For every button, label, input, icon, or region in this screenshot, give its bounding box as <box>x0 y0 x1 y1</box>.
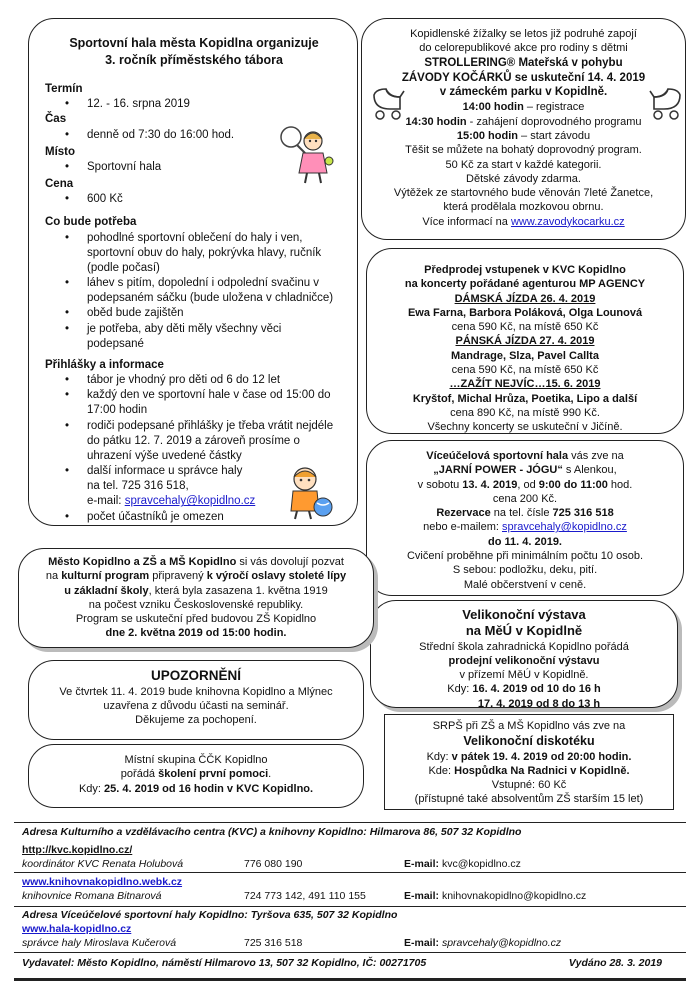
disco-when-label: Kdy: <box>426 750 452 763</box>
lipa-prepared: připravený <box>149 570 207 583</box>
notice-line: Děkujeme za pochopení. <box>135 714 257 727</box>
camp-email-link[interactable]: spravcehaly@kopidlno.cz <box>124 495 256 508</box>
ball-boy-clipart <box>279 465 337 521</box>
footer-library <box>22 876 662 904</box>
lipa-na: na <box>45 570 62 583</box>
firstaid-org: Místní skupina ČČK Kopidlno <box>124 754 268 766</box>
yoga-price: cena 200 Kč. <box>492 492 558 505</box>
stroller-more-label: Více informací na <box>422 215 511 228</box>
yoga-refresh: Malé občerstvení v ceně. <box>463 578 587 591</box>
easter-box <box>370 600 678 708</box>
disco-invite: SRPŠ při ZŠ a MŠ Kopidlno vás zve na <box>432 720 626 732</box>
notice-line: uzavřena z důvodu účasti na seminář. <box>103 699 289 712</box>
camp-termin-label: Termín <box>45 83 83 95</box>
camp-cas-label: Čas <box>45 113 67 126</box>
library-person: knihovnice Romana Bitnarová <box>22 889 162 902</box>
disco-where: Hospůdka Na Radnici v Kopidlně. <box>454 764 630 777</box>
yoga-min: Cvičení proběhne při minimálním počtu 10 osob. <box>406 550 643 563</box>
footer-hall <box>22 909 662 951</box>
camp-cena-label: Cena <box>45 178 74 191</box>
camp-termin-value: • 12. - 16. srpna 2019 <box>65 97 343 112</box>
lipa-school: u základní školy <box>64 584 149 597</box>
camp-prihlasky-item: • rodiči podepsané přihlášky je třeba vrátit nejdéle do pátku 12. 7. 2019 a zároveň prosíme o uhrazení výše uvedené částky <box>65 419 337 465</box>
camp-misto-label: Místo <box>45 145 76 158</box>
concert-title: PÁNSKÁ JÍZDA 27. 4. 2019 <box>455 335 595 348</box>
camp-misto-value: • Sportovní hala <box>65 160 343 175</box>
library-phone: 724 773 142, 491 110 155 <box>244 889 366 902</box>
footer-kvc <box>22 826 662 872</box>
yoga-time: 9:00 do 11:00 <box>538 478 608 491</box>
easter-subtitle: na MěÚ v Kopidlně <box>465 623 583 639</box>
camp-potreba-item: • oběd bude zajištěn <box>65 306 335 321</box>
concert-artists: Mandrage, Slza, Pavel Callta <box>451 349 599 362</box>
disco-where-label: Kde: <box>428 764 455 777</box>
footer-rule <box>14 952 686 953</box>
concert-price: cena 590 Kč, na místě 650 Kč <box>451 321 599 334</box>
kvc-phone: 776 080 190 <box>244 857 303 870</box>
tennis-girl-clipart <box>277 123 335 187</box>
firstaid-organizes: pořádá <box>120 768 159 781</box>
concerts-heading: Předprodej vstupenek v KVC Kopidlno <box>424 264 626 276</box>
notice-box <box>28 660 364 740</box>
disco-title: Velikonoční diskotéku <box>463 734 595 749</box>
kvc-email[interactable]: kvc@kopidlno.cz <box>441 857 521 870</box>
firstaid-when: 25. 4. 2019 od 16 hodin v KVC Kopidlno. <box>104 782 314 795</box>
lipa-box <box>18 548 374 648</box>
disco-when: v pátek 19. 4. 2019 od 20:00 hodin. <box>451 750 632 763</box>
yoga-email-link[interactable]: spravcehaly@kopidlno.cz <box>501 521 627 534</box>
disco-note: (přístupné také absolventům ZŠ starším 15 let) <box>414 793 644 806</box>
camp-prihlasky-item: • každý den ve sportovní hale v čase od 15:00 do 17:00 hodin <box>65 388 337 418</box>
footer-rule <box>14 872 686 873</box>
yoga-date: 13. 4. 2019 <box>462 478 518 491</box>
stroller-line: která prodělala mozkovou obrnu. <box>443 201 604 214</box>
footer-rule <box>14 906 686 907</box>
firstaid-dot: . <box>268 768 272 781</box>
notice-line: Ve čtvrtek 11. 4. 2019 bude knihovna Kopidlno a Mlýnec <box>59 685 333 698</box>
concert-title: …ZAŽÍT NEJVÍC…15. 6. 2019 <box>449 378 601 391</box>
lipa-planted: , která byla zasazena 1. května 1919 <box>148 584 328 597</box>
concert-price: cena 890 Kč, na místě 990 Kč. <box>450 406 600 419</box>
easter-line: v přízemí MěÚ v Kopidlně. <box>459 669 589 682</box>
lipa-date: dne 2. května 2019 od 15:00 hodin. <box>105 627 287 640</box>
lipa-hosts: Město Kopidlno a ZŠ a MŠ Kopidlno <box>48 556 237 568</box>
library-email[interactable]: knihovnakopidlno@kopidlno.cz <box>441 889 587 902</box>
easter-date2: 17. 4. 2019 od 8 do 13 h <box>477 697 601 710</box>
camp-potreba-label: Co bude potřeba <box>45 216 137 229</box>
lipa-anniversary: k výročí oslavy stoleté lípy <box>206 570 347 583</box>
kvc-email-label: E-mail: <box>404 857 440 870</box>
easter-date1: 16. 4. 2019 od 10 do 16 h <box>472 683 601 696</box>
camp-info-text: • další informace u správce haly <box>87 465 243 478</box>
camp-prihlasky-item: • tábor je vhodný pro děti od 6 do 12 let <box>65 373 337 388</box>
library-email-label: E-mail: <box>404 889 440 902</box>
yoga-from: , od <box>517 478 539 491</box>
stroller-time2-desc: - zahájení doprovodného programu <box>466 115 642 128</box>
hall-email[interactable]: spravcehaly@kopidlno.cz <box>441 936 562 949</box>
easter-when-label: Kdy: <box>447 683 473 696</box>
concerts-footer: Všechny koncerty se uskuteční v Jičíně. <box>427 421 623 434</box>
hall-email-label: E-mail: <box>404 936 440 949</box>
camp-potreba-item: • láhev s pitím, dopolední i odpolední svačinu v podepsaném sáčku (bude uložena v chladničce) <box>65 276 335 306</box>
camp-title-line1: Sportovní hala města Kopidlna organizuje <box>69 36 319 50</box>
hall-person: správce haly Miroslava Kučerová <box>22 936 177 949</box>
issue-date: Vydáno 28. 3. 2019 <box>568 957 662 969</box>
yoga-title: „JARNÍ POWER - JÓGU“ <box>433 464 563 477</box>
footer-top-rule <box>14 822 686 823</box>
lipa-line: Program se uskuteční před budovou ZŠ Kopidlno <box>75 613 317 626</box>
kvc-address: Adresa Kulturního a vzdělávacího centra (KVC) a knihovny Kopidlno: Hilmarova 86, 507 32 Kopidlno <box>22 826 522 838</box>
yoga-hod: hod. <box>607 478 633 491</box>
camp-potreba-item: • je potřeba, aby děti měly všechny věci podepsané <box>65 322 335 352</box>
stroller-time3-desc: – start závodu <box>517 130 591 142</box>
camp-prihlasky-label: Přihlášky a informace <box>45 358 164 371</box>
hall-address: Adresa Víceúčelové sportovní haly Kopidlno: Tyršova 635, 507 32 Kopidlno <box>22 909 398 921</box>
hall-phone: 725 316 518 <box>244 936 303 949</box>
disco-box <box>384 714 674 810</box>
hall-url[interactable]: www.hala-kopidlno.cz <box>22 922 132 935</box>
pram-icon <box>648 85 684 121</box>
stroller-line: do celorepublikové akce pro rodiny s dětmi <box>419 42 628 55</box>
notice-title: UPOZORNĚNÍ <box>150 668 241 683</box>
stroller-venue: v zámeckém parku v Kopidlně. <box>439 86 608 99</box>
easter-title: Velikonoční výstava <box>462 607 586 622</box>
camp-cena-value: • 600 Kč <box>65 192 343 207</box>
yoga-box <box>366 440 684 596</box>
yoga-with: s Alenkou, <box>562 464 617 477</box>
stroller-race: ZÁVODY KOČÁRKŮ se uskuteční 14. 4. 2019 <box>401 71 646 84</box>
stroller-time1-desc: – registrace <box>523 101 585 114</box>
stroller-box <box>361 18 686 240</box>
publisher: Vydavatel: Město Kopidlno, náměstí Hilmarovo 13, 507 32 Kopidlno, IČ: 00271705 <box>22 957 427 969</box>
footer-bottom-rule <box>14 978 686 981</box>
lipa-program: kulturní program <box>61 570 150 583</box>
stroller-line: Těšit se můžete na bohatý doprovodný program. <box>405 144 642 157</box>
camp-info-tel: na tel. 725 316 518, <box>87 480 189 493</box>
stroller-time1: 14:00 hodin <box>462 101 524 114</box>
yoga-tel-label: na tel. čísle <box>490 507 553 520</box>
easter-line: prodejní velikonoční výstavu <box>448 654 600 667</box>
concert-artists: Ewa Farna, Barbora Poláková, Olga Lounová <box>407 306 643 319</box>
stroller-link[interactable]: www.zavodykocarku.cz <box>510 215 625 228</box>
pram-icon <box>370 85 406 121</box>
concert-price: cena 590 Kč, na místě 650 Kč <box>451 364 599 377</box>
lipa-line: na počest vzniku Československé republiky. <box>88 598 304 611</box>
kvc-url[interactable]: http://kvc.kopidlno.cz/ <box>22 843 133 856</box>
stroller-time3: 15:00 hodin <box>456 130 518 142</box>
firstaid-when-label: Kdy: <box>78 782 105 795</box>
stroller-time2: 14:30 hodin <box>405 115 467 128</box>
yoga-organizer: Víceúčelová sportovní hala <box>426 450 569 462</box>
firstaid-box <box>28 744 364 808</box>
yoga-phone: 725 316 518 <box>552 507 614 520</box>
concert-title: DÁMSKÁ JÍZDA 26. 4. 2019 <box>454 292 596 305</box>
stroller-line: Dětské závody zdarma. <box>466 172 581 185</box>
camp-cas-value: • denně od 7:30 do 16:00 hod. <box>65 128 343 143</box>
footer-publisher-row <box>22 957 662 971</box>
stroller-line: 50 Kč za start v každé kategorii. <box>445 158 602 171</box>
camp-title-line2: 3. ročník příměstského tábora <box>105 52 283 67</box>
concerts-heading: na koncerty pořádané agenturou MP AGENCY <box>404 278 646 291</box>
disco-price: Vstupné: 60 Kč <box>491 779 567 792</box>
kvc-person: koordinátor KVC Renata Holubová <box>22 857 184 870</box>
yoga-email-label: nebo e-mailem: <box>423 521 502 534</box>
library-url[interactable]: www.knihovnakopidlno.webk.cz <box>22 876 183 888</box>
concerts-box <box>366 248 684 434</box>
camp-box <box>28 18 358 526</box>
camp-last-item: • počet účastníků je omezen <box>65 510 337 525</box>
lipa-invite: si vás dovolují pozvat <box>236 556 344 568</box>
camp-potreba-item: • pohodlné sportovní oblečení do haly i ven, sportovní obuv do haly, pokrývka hlavy, ručník (podle počasí) <box>65 231 335 277</box>
concert-artists: Kryštof, Michal Hrůza, Poetika, Lipo a další <box>412 392 638 405</box>
firstaid-course: školení první pomoci <box>158 768 269 781</box>
yoga-deadline: do 11. 4. 2019. <box>488 535 562 548</box>
yoga-date-prefix: v sobotu <box>417 478 463 491</box>
camp-info-email-label: e-mail: <box>87 495 125 508</box>
yoga-reservation: Rezervace <box>436 507 491 520</box>
yoga-bring: S sebou: podložku, deku, pití. <box>452 564 598 577</box>
stroller-line: Výtěžek ze startovného bude věnován 7leté Žanetce, <box>393 187 654 200</box>
stroller-line: Kopidlenské žížalky se letos již podruhé zapojí <box>410 28 637 40</box>
stroller-brand: STROLLERING® Mateřská v pohybu <box>424 56 623 69</box>
easter-line: Střední škola zahradnická Kopidlno pořádá <box>419 640 629 653</box>
yoga-invite: vás zve na <box>568 450 624 462</box>
